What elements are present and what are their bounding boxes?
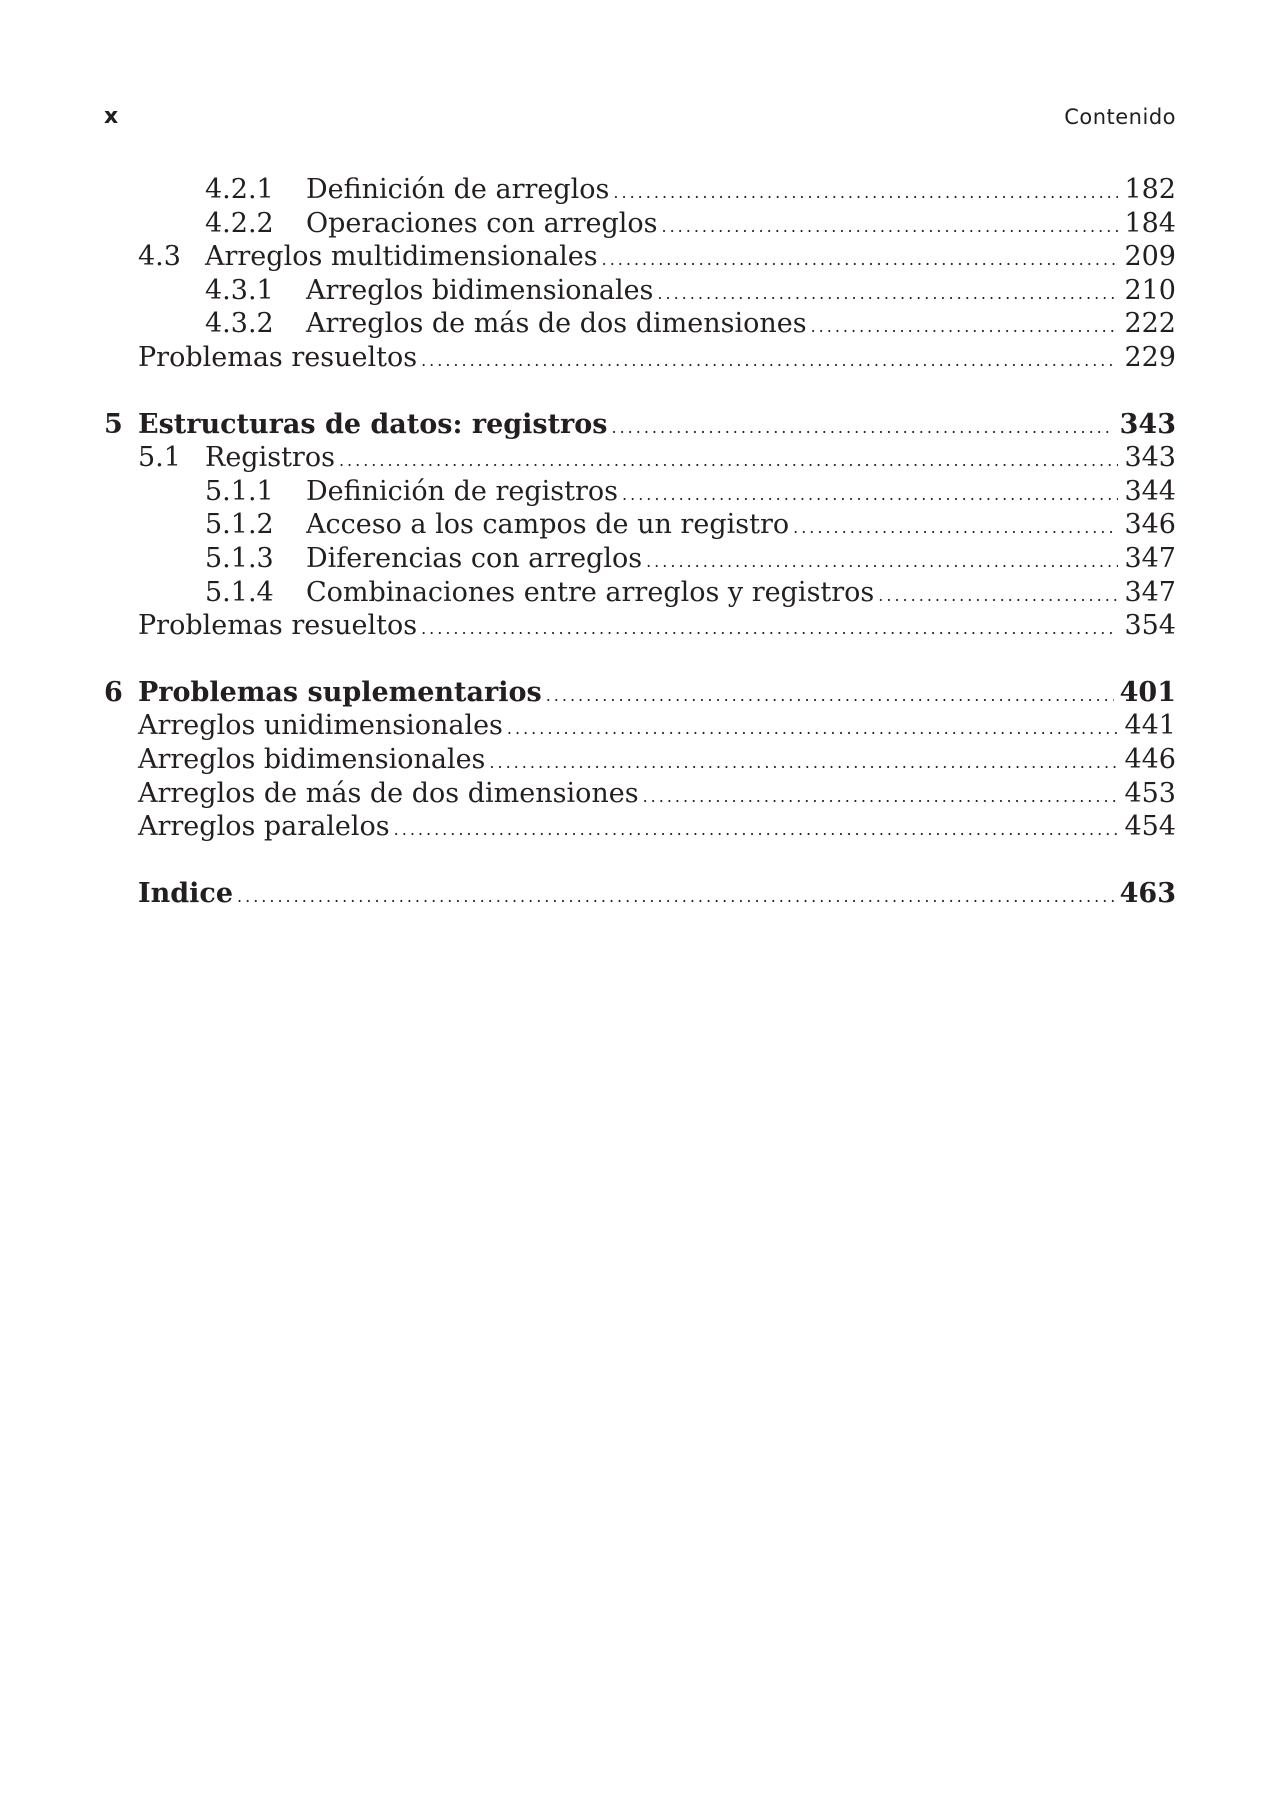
toc-entry[interactable] bbox=[104, 508, 1176, 542]
toc-entry-page: 401 bbox=[1119, 676, 1176, 708]
toc-entry-page: 453 bbox=[1124, 777, 1176, 809]
dot-leader bbox=[507, 712, 1119, 746]
toc-entry-title: Acceso a los campos de un registro bbox=[306, 509, 790, 541]
dot-leader bbox=[394, 813, 1119, 847]
toc-entry-title: Registros bbox=[205, 442, 335, 474]
toc-entry-page: 454 bbox=[1124, 811, 1176, 843]
toc-entry-page: 347 bbox=[1124, 542, 1176, 574]
dot-leader bbox=[421, 612, 1118, 646]
toc-entry-title: Arreglos bidimensionales bbox=[138, 743, 486, 775]
dot-leader bbox=[811, 310, 1119, 344]
toc-entry-page: 347 bbox=[1124, 576, 1176, 608]
toc-entry[interactable] bbox=[104, 475, 1176, 509]
toc-index-entry[interactable] bbox=[104, 877, 1176, 911]
toc-entry-number: 4.2.2 bbox=[205, 207, 274, 239]
toc-entry-title: Combinaciones entre arreglos y registros bbox=[306, 576, 875, 608]
toc-entry-title: Problemas resueltos bbox=[138, 610, 418, 642]
dot-leader bbox=[546, 679, 1114, 713]
dot-leader bbox=[793, 511, 1118, 545]
toc-entry[interactable] bbox=[104, 777, 1176, 811]
toc-entry[interactable] bbox=[104, 709, 1176, 743]
toc-entry-number: 5.1.3 bbox=[205, 542, 274, 574]
dot-leader bbox=[237, 880, 1114, 914]
toc-entry-number: 6 bbox=[104, 676, 123, 708]
toc-entry-title: Problemas suplementarios bbox=[138, 676, 542, 708]
toc-entry-title: Arreglos bidimensionales bbox=[306, 274, 654, 306]
toc-entry-title: Arreglos de más de dos dimensiones bbox=[306, 308, 807, 340]
toc-entry-page: 210 bbox=[1124, 274, 1176, 306]
toc-entry-title: Operaciones con arreglos bbox=[306, 207, 658, 239]
toc-entry-number: 4.3.2 bbox=[205, 308, 274, 340]
toc-entry-title: Diferencias con arreglos bbox=[306, 542, 643, 574]
toc-entry-page: 184 bbox=[1124, 207, 1176, 239]
toc-entry-title: Arreglos unidimensionales bbox=[138, 710, 503, 742]
toc-entry-page: 344 bbox=[1124, 475, 1176, 507]
toc-entry[interactable] bbox=[104, 274, 1176, 308]
toc-entry-number: 5.1.1 bbox=[205, 475, 274, 507]
toc-entry-title: Arreglos paralelos bbox=[138, 811, 390, 843]
toc-entry-page: 354 bbox=[1124, 610, 1176, 642]
toc-entry-title: Indice bbox=[138, 877, 234, 909]
dot-leader bbox=[622, 478, 1118, 512]
toc-entry[interactable] bbox=[104, 307, 1176, 341]
toc-entry-page: 343 bbox=[1124, 442, 1176, 474]
toc-entry-title: Arreglos multidimensionales bbox=[205, 241, 598, 273]
toc-entry[interactable] bbox=[104, 542, 1176, 576]
dot-leader bbox=[612, 411, 1114, 445]
toc-entry[interactable] bbox=[104, 240, 1176, 274]
toc-entry-number: 4.2.1 bbox=[205, 174, 274, 205]
toc-entry-number: 5.1.2 bbox=[205, 509, 274, 541]
dot-leader bbox=[339, 444, 1119, 478]
toc-entry-page: 343 bbox=[1119, 408, 1176, 440]
toc-entry-number: 5.1.4 bbox=[205, 576, 274, 608]
toc-entry-number: 5 bbox=[104, 408, 123, 440]
dot-leader bbox=[643, 780, 1119, 814]
toc-entry[interactable] bbox=[104, 576, 1176, 610]
dot-leader bbox=[602, 243, 1119, 277]
page-header bbox=[104, 102, 1176, 132]
toc-entry-page: 463 bbox=[1119, 877, 1176, 909]
page-folio: x bbox=[104, 104, 119, 129]
toc-entry[interactable] bbox=[104, 810, 1176, 844]
dot-leader bbox=[657, 277, 1118, 311]
toc-entry-page: 346 bbox=[1124, 509, 1176, 541]
dot-leader bbox=[613, 176, 1118, 210]
dot-leader bbox=[489, 746, 1118, 780]
toc-chapter-entry[interactable] bbox=[104, 676, 1176, 710]
toc-entry-number: 4.3 bbox=[138, 241, 181, 273]
toc-entry-page: 441 bbox=[1124, 710, 1176, 742]
dot-leader bbox=[421, 344, 1118, 378]
toc-entry-page: 209 bbox=[1124, 241, 1176, 273]
toc-entry-number: 4.3.1 bbox=[205, 274, 274, 306]
toc-entry-title: Estructuras de datos: registros bbox=[138, 408, 608, 440]
toc-entry-title: Definición de arreglos bbox=[306, 174, 610, 205]
toc-entry[interactable] bbox=[104, 207, 1176, 241]
toc-entry[interactable] bbox=[104, 609, 1176, 643]
toc-entry-page: 446 bbox=[1124, 743, 1176, 775]
table-of-contents bbox=[104, 173, 1176, 910]
toc-entry[interactable] bbox=[104, 441, 1176, 475]
toc-chapter-entry[interactable] bbox=[104, 408, 1176, 442]
toc-entry-page: 222 bbox=[1124, 308, 1176, 340]
toc-entry[interactable] bbox=[104, 173, 1176, 207]
running-head: Contenido bbox=[1064, 105, 1176, 129]
dot-leader bbox=[662, 210, 1119, 244]
toc-entry-number: 5.1 bbox=[138, 442, 181, 474]
toc-entry[interactable] bbox=[104, 341, 1176, 375]
toc-entry-title: Arreglos de más de dos dimensiones bbox=[138, 777, 639, 809]
toc-entry-page: 229 bbox=[1124, 341, 1176, 373]
dot-leader bbox=[878, 579, 1118, 613]
toc-entry-title: Definición de registros bbox=[306, 475, 619, 507]
dot-leader bbox=[646, 545, 1118, 579]
toc-entry-title: Problemas resueltos bbox=[138, 341, 418, 373]
toc-entry[interactable] bbox=[104, 743, 1176, 777]
toc-entry-page: 182 bbox=[1124, 174, 1176, 205]
